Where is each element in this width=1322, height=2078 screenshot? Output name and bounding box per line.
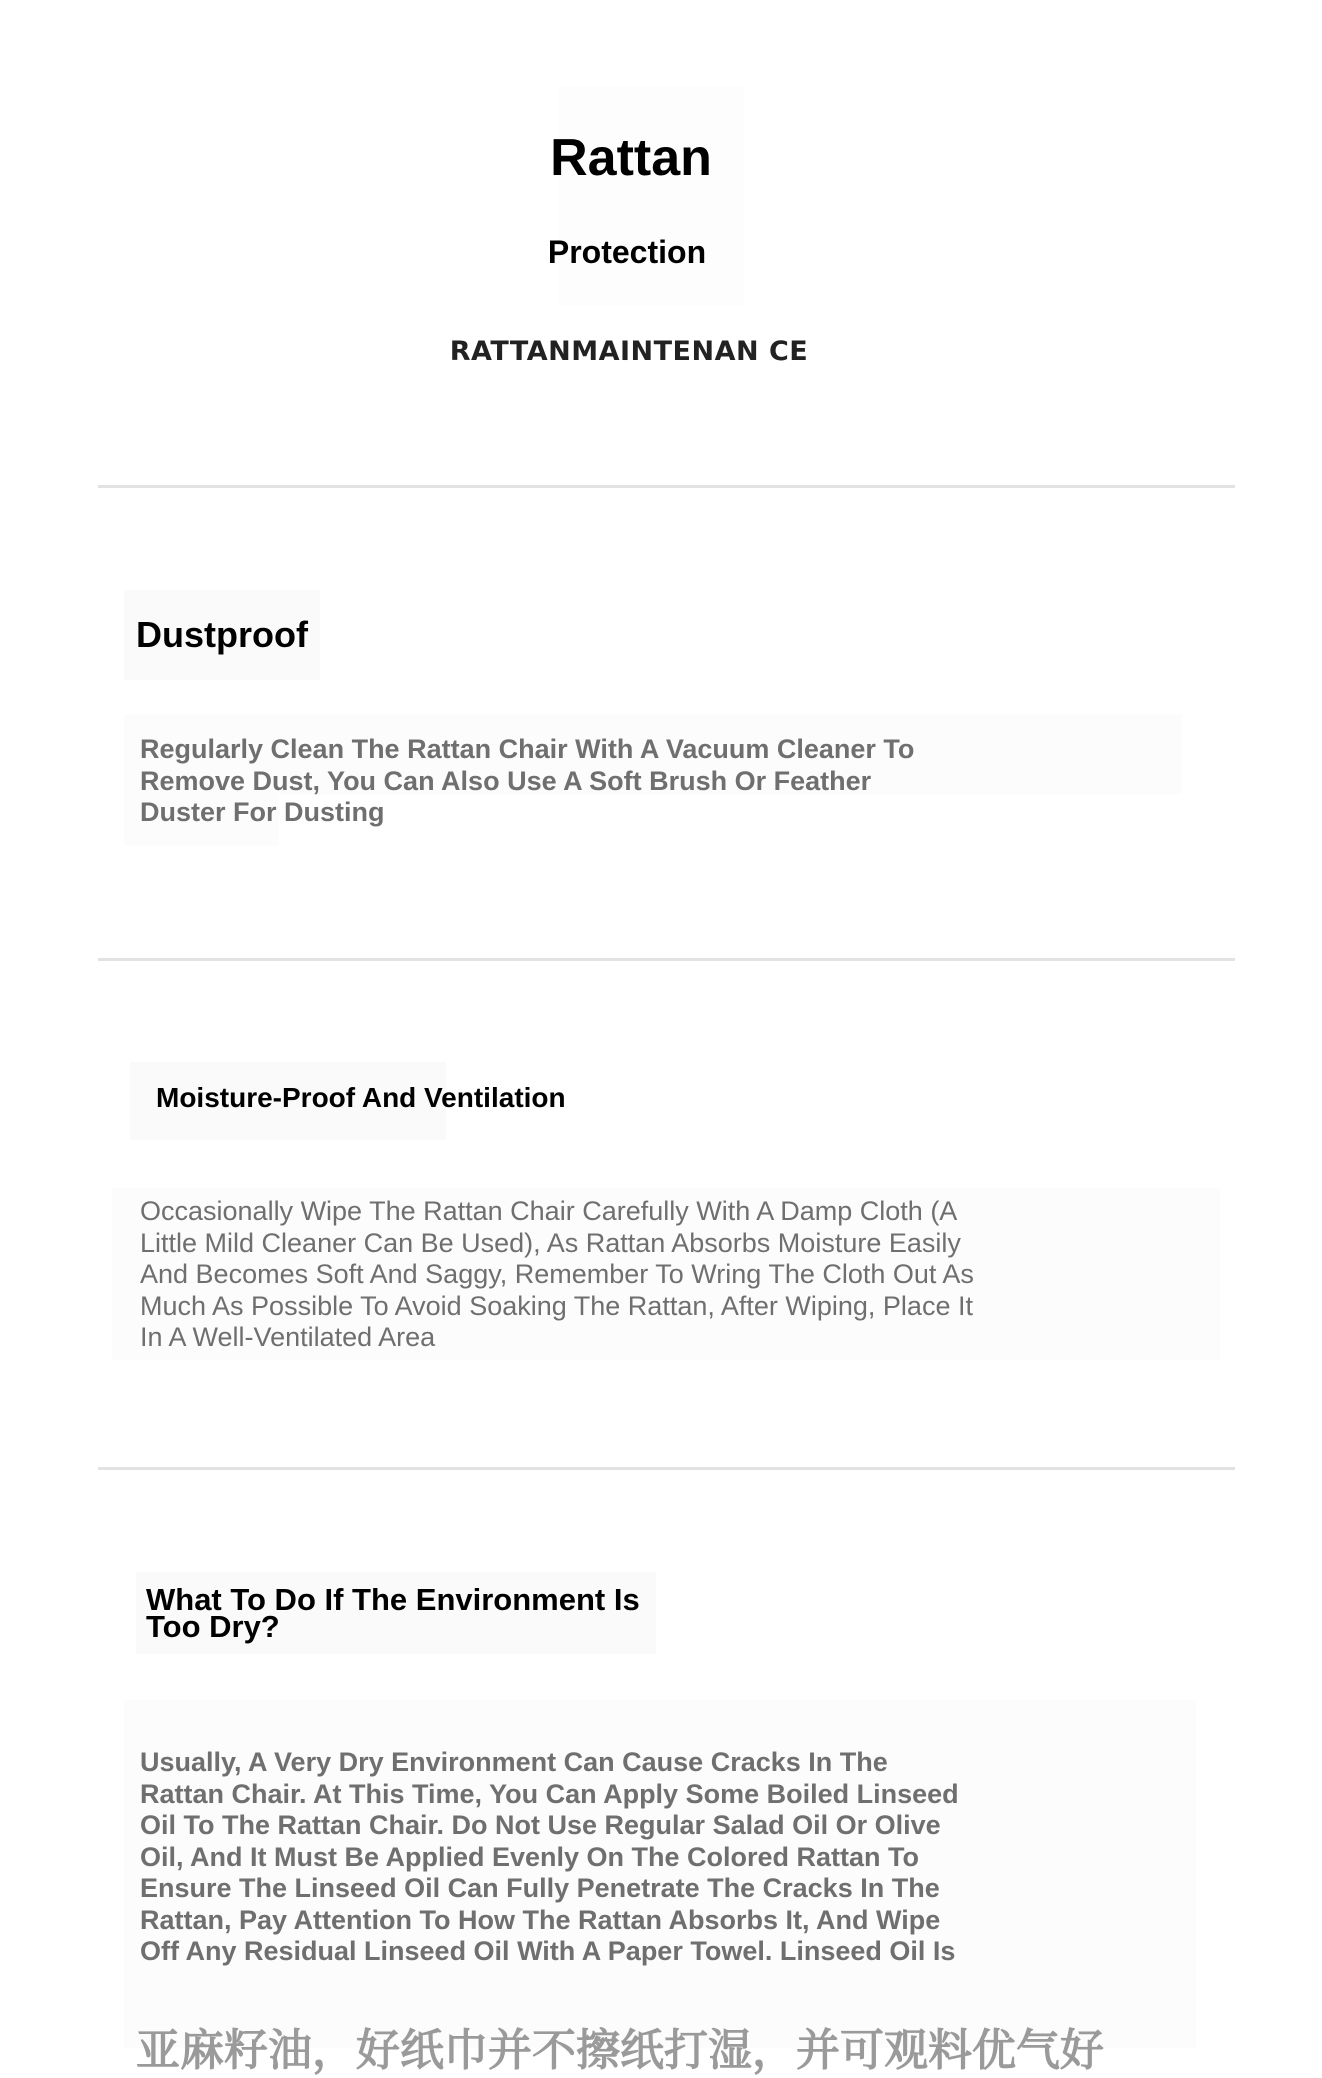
heading-line: What To Do If The Environment Is (146, 1582, 640, 1617)
body-line: Occasionally Wipe The Rattan Chair Carefully With A Damp Cloth (A (140, 1196, 958, 1226)
section-body-dustproof (140, 734, 914, 829)
cut-off-text (136, 2010, 1104, 2076)
heading-line: Too Dry? (146, 1609, 280, 1644)
body-line: Regularly Clean The Rattan Chair With A Vacuum Cleaner To (140, 734, 915, 764)
body-line: Off Any Residual Linseed Oil With A Paper Towel. Linseed Oil Is (140, 1936, 956, 1966)
section-body-moisture (140, 1196, 974, 1354)
section-heading-dustproof: Dustproof (136, 614, 308, 655)
body-line: Rattan Chair. At This Time, You Can Apply Some Boiled Linseed (140, 1778, 959, 1809)
body-line: Oil, And It Must Be Applied Evenly On The Colored Rattan To (140, 1841, 920, 1872)
section-divider (98, 1467, 1235, 1470)
section-body-dry (140, 1747, 959, 1968)
section-divider (98, 958, 1235, 961)
body-line: Rattan, Pay Attention To How The Rattan Absorbs It, And Wipe (140, 1904, 941, 1935)
brand-label: RATTANMAINTENAN CE (449, 336, 809, 367)
body-line: Duster For Dusting (140, 797, 385, 827)
cut-off-line: 亚麻籽油，好纸巾并不擦纸打湿，并可观料优气好 (136, 2025, 1104, 2076)
hero-backdrop (558, 86, 744, 306)
section-divider (98, 485, 1235, 488)
section-heading-dry (146, 1582, 640, 1644)
section-heading-moisture: Moisture-Proof And Ventilation (156, 1082, 566, 1113)
body-line: Ensure The Linseed Oil Can Fully Penetrate The Cracks In The (140, 1873, 940, 1903)
body-line: Remove Dust, You Can Also Use A Soft Brush Or Feather (140, 765, 872, 796)
body-line: Much As Possible To Avoid Soaking The Rattan, After Wiping, Place It (140, 1290, 973, 1321)
body-line: And Becomes Soft And Saggy, Remember To Wring The Cloth Out As (140, 1259, 974, 1289)
page-subtitle: Protection (547, 234, 707, 270)
page-title: Rattan (550, 129, 712, 187)
body-line: Oil To The Rattan Chair. Do Not Use Regular Salad Oil Or Olive (140, 1810, 941, 1840)
body-line: In A Well-Ventilated Area (140, 1322, 436, 1352)
body-line: Little Mild Cleaner Can Be Used), As Rattan Absorbs Moisture Easily (140, 1227, 961, 1258)
body-line: Usually, A Very Dry Environment Can Cause Cracks In The (140, 1747, 888, 1777)
